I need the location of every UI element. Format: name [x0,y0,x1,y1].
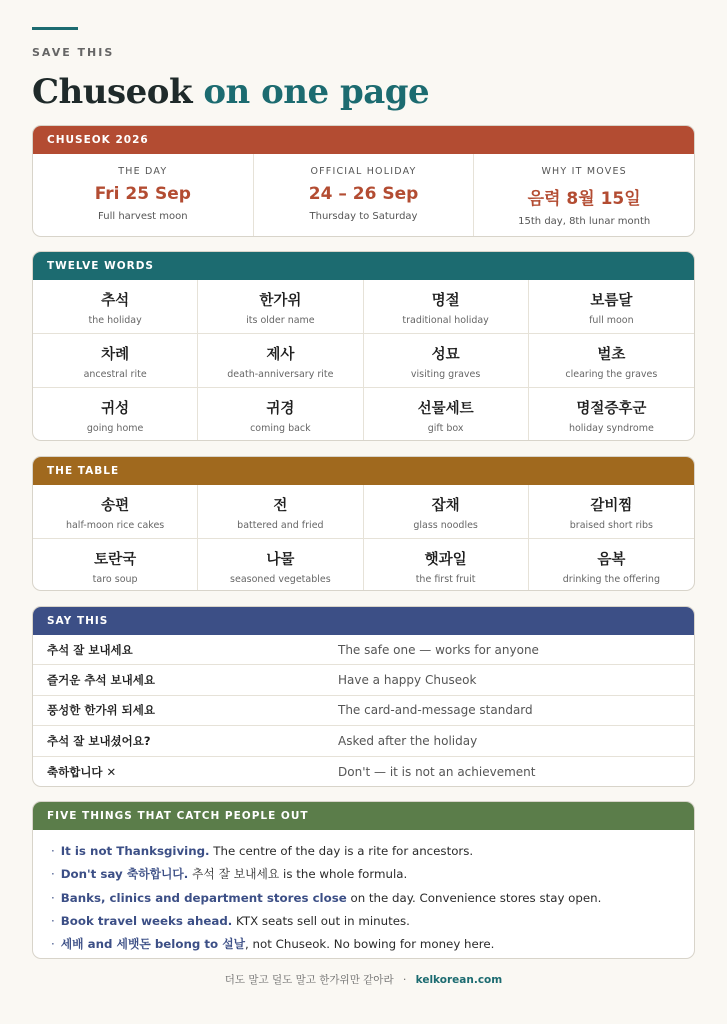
date-sub: Full harvest moon [98,211,188,222]
food-korean: 음복 [597,552,626,568]
five-things-header: FIVE THINGS THAT CATCH PEOPLE OUT [33,802,694,830]
five-things-list [33,830,694,956]
date-card-header: CHUSEOK 2026 [33,126,694,154]
food-english: the first fruit [415,574,476,585]
word-korean: 선물세트 [417,401,474,417]
word-cell [198,388,363,441]
say-this-card [32,606,695,787]
date-value: 24 – 26 Sep [308,184,419,204]
word-cell [364,388,529,441]
date-cell-why-it-moves [474,154,694,237]
item-text: , not Chuseok. No bowing for money here. [245,937,495,952]
food-cell [529,539,694,591]
bullet-icon: · [51,937,55,952]
date-row [33,154,694,237]
food-english: taro soup [92,574,138,585]
item-highlight: It is not Thanksgiving. [60,844,210,858]
word-english: traditional holiday [402,315,489,326]
word-english: coming back [250,423,311,434]
word-korean: 제사 [266,347,295,363]
phrase-english: Don't — it is not an achievement [338,764,536,779]
phrase-korean: 즐거운 추석 보내세요 [47,673,155,688]
word-cell [529,334,694,388]
list-item [51,887,694,910]
phrase-row [33,696,694,726]
page-title [32,72,429,112]
word-korean: 귀경 [266,401,295,417]
food-grid [33,485,694,591]
date-label: THE DAY [118,166,168,177]
bullet-icon: · [51,867,55,882]
food-cell [33,485,198,539]
word-cell [364,334,529,388]
item-text: The centre of the day is a rite for ancestors. [209,844,474,858]
word-cell [33,388,198,441]
phrase-row [33,726,694,756]
phrase-row [33,665,694,695]
accent-bar [32,27,78,30]
footer-proverb: 더도 말고 덜도 말고 한가위만 같아라 [224,974,394,986]
food-korean: 잡채 [431,498,460,514]
word-korean: 한가위 [259,293,302,309]
food-cell [529,485,694,539]
word-english: gift box [427,423,464,434]
say-this-header: SAY THIS [33,607,694,635]
phrase-row [33,635,694,665]
date-sub: Thursday to Saturday [309,211,418,222]
phrase-korean: 추석 잘 보내세요 [47,642,133,657]
word-english: clearing the graves [565,369,658,380]
word-english: holiday syndrome [568,423,654,434]
date-sub: 15th day, 8th lunar month [518,216,651,227]
phrase-english: The card-and-message standard [338,703,533,718]
item-highlight: Banks, clinics and department stores close [60,890,347,905]
phrase-english: Have a happy Chuseok [338,673,477,688]
the-table-header: THE TABLE [33,457,694,485]
bullet-icon: · [51,913,55,928]
word-cell [33,334,198,388]
word-english: the holiday [88,315,142,326]
footer [0,972,727,987]
food-english: glass noodles [413,520,478,531]
food-korean: 나물 [266,552,295,568]
word-korean: 성묘 [431,347,460,363]
phrase-row [33,757,694,787]
word-cell [198,334,363,388]
word-korean: 차례 [101,347,130,363]
food-english: drinking the offering [562,574,660,585]
food-korean: 햇과일 [424,552,467,568]
title-part-2: on one page [203,72,430,112]
word-korean: 명절 [431,293,460,309]
date-value: 음력 8월 15일 [527,189,641,209]
word-cell [364,280,529,334]
list-item [51,933,694,956]
item-highlight: Book travel weeks ahead. [60,913,233,928]
item-highlight: 세배 and 세뱃돈 belong to 설날 [60,937,246,952]
word-cell [529,388,694,441]
word-english: its older name [246,315,315,326]
food-english: half-moon rice cakes [65,520,165,531]
word-cell [198,280,363,334]
phrase-korean: 추석 잘 보내셨어요? [47,733,151,748]
date-card [32,125,695,237]
word-english: visiting graves [410,369,481,380]
food-cell [198,539,363,591]
food-korean: 토란국 [94,552,137,568]
item-text: on the day. Convenience stores stay open. [346,890,602,905]
footer-separator: · [402,974,407,986]
item-text: KTX seats sell out in minutes. [232,913,410,928]
twelve-words-card [32,251,695,441]
word-korean: 추석 [101,293,130,309]
word-korean: 벌초 [597,347,626,363]
date-cell-the-day [33,154,254,237]
food-english: battered and fried [237,520,324,531]
food-korean: 갈비찜 [590,498,633,514]
list-item [51,840,694,863]
item-text: 추석 잘 보내세요 is the whole formula. [188,867,408,882]
the-table-card [32,456,695,591]
food-cell [198,485,363,539]
food-cell [364,539,529,591]
date-label: WHY IT MOVES [541,166,627,177]
twelve-words-header: TWELVE WORDS [33,252,694,280]
word-english: death-anniversary rite [227,369,334,380]
word-korean: 귀성 [101,401,130,417]
food-korean: 전 [273,498,288,514]
phrase-english: The safe one — works for anyone [338,642,539,657]
word-cell [33,280,198,334]
phrase-korean: 풍성한 한가위 되세요 [47,703,155,718]
date-cell-official-holiday [254,154,475,237]
word-cell [529,280,694,334]
word-korean: 명절증후군 [576,401,647,417]
date-label: OFFICIAL HOLIDAY [310,166,417,177]
food-english: seasoned vegetables [230,574,331,585]
footer-site-link[interactable]: kelkorean.com [415,974,503,986]
word-english: full moon [589,315,634,326]
food-cell [33,539,198,591]
list-item [51,863,694,886]
word-english: ancestral rite [83,369,147,380]
eyebrow-label: SAVE THIS [32,46,115,59]
date-value: Fri 25 Sep [94,184,191,204]
phrase-korean: 축하합니다 ✕ [47,764,117,779]
word-korean: 보름달 [590,293,633,309]
bullet-icon: · [51,844,55,858]
five-things-card [32,801,695,959]
list-item [51,910,694,933]
bullet-icon: · [51,890,55,905]
words-grid [33,280,694,441]
food-korean: 송편 [101,498,130,514]
food-english: braised short ribs [569,520,653,531]
phrase-english: Asked after the holiday [338,733,478,748]
title-part-1: Chuseok [32,72,193,112]
word-english: going home [86,423,144,434]
food-cell [364,485,529,539]
item-highlight: Don't say 축하합니다. [60,867,189,882]
